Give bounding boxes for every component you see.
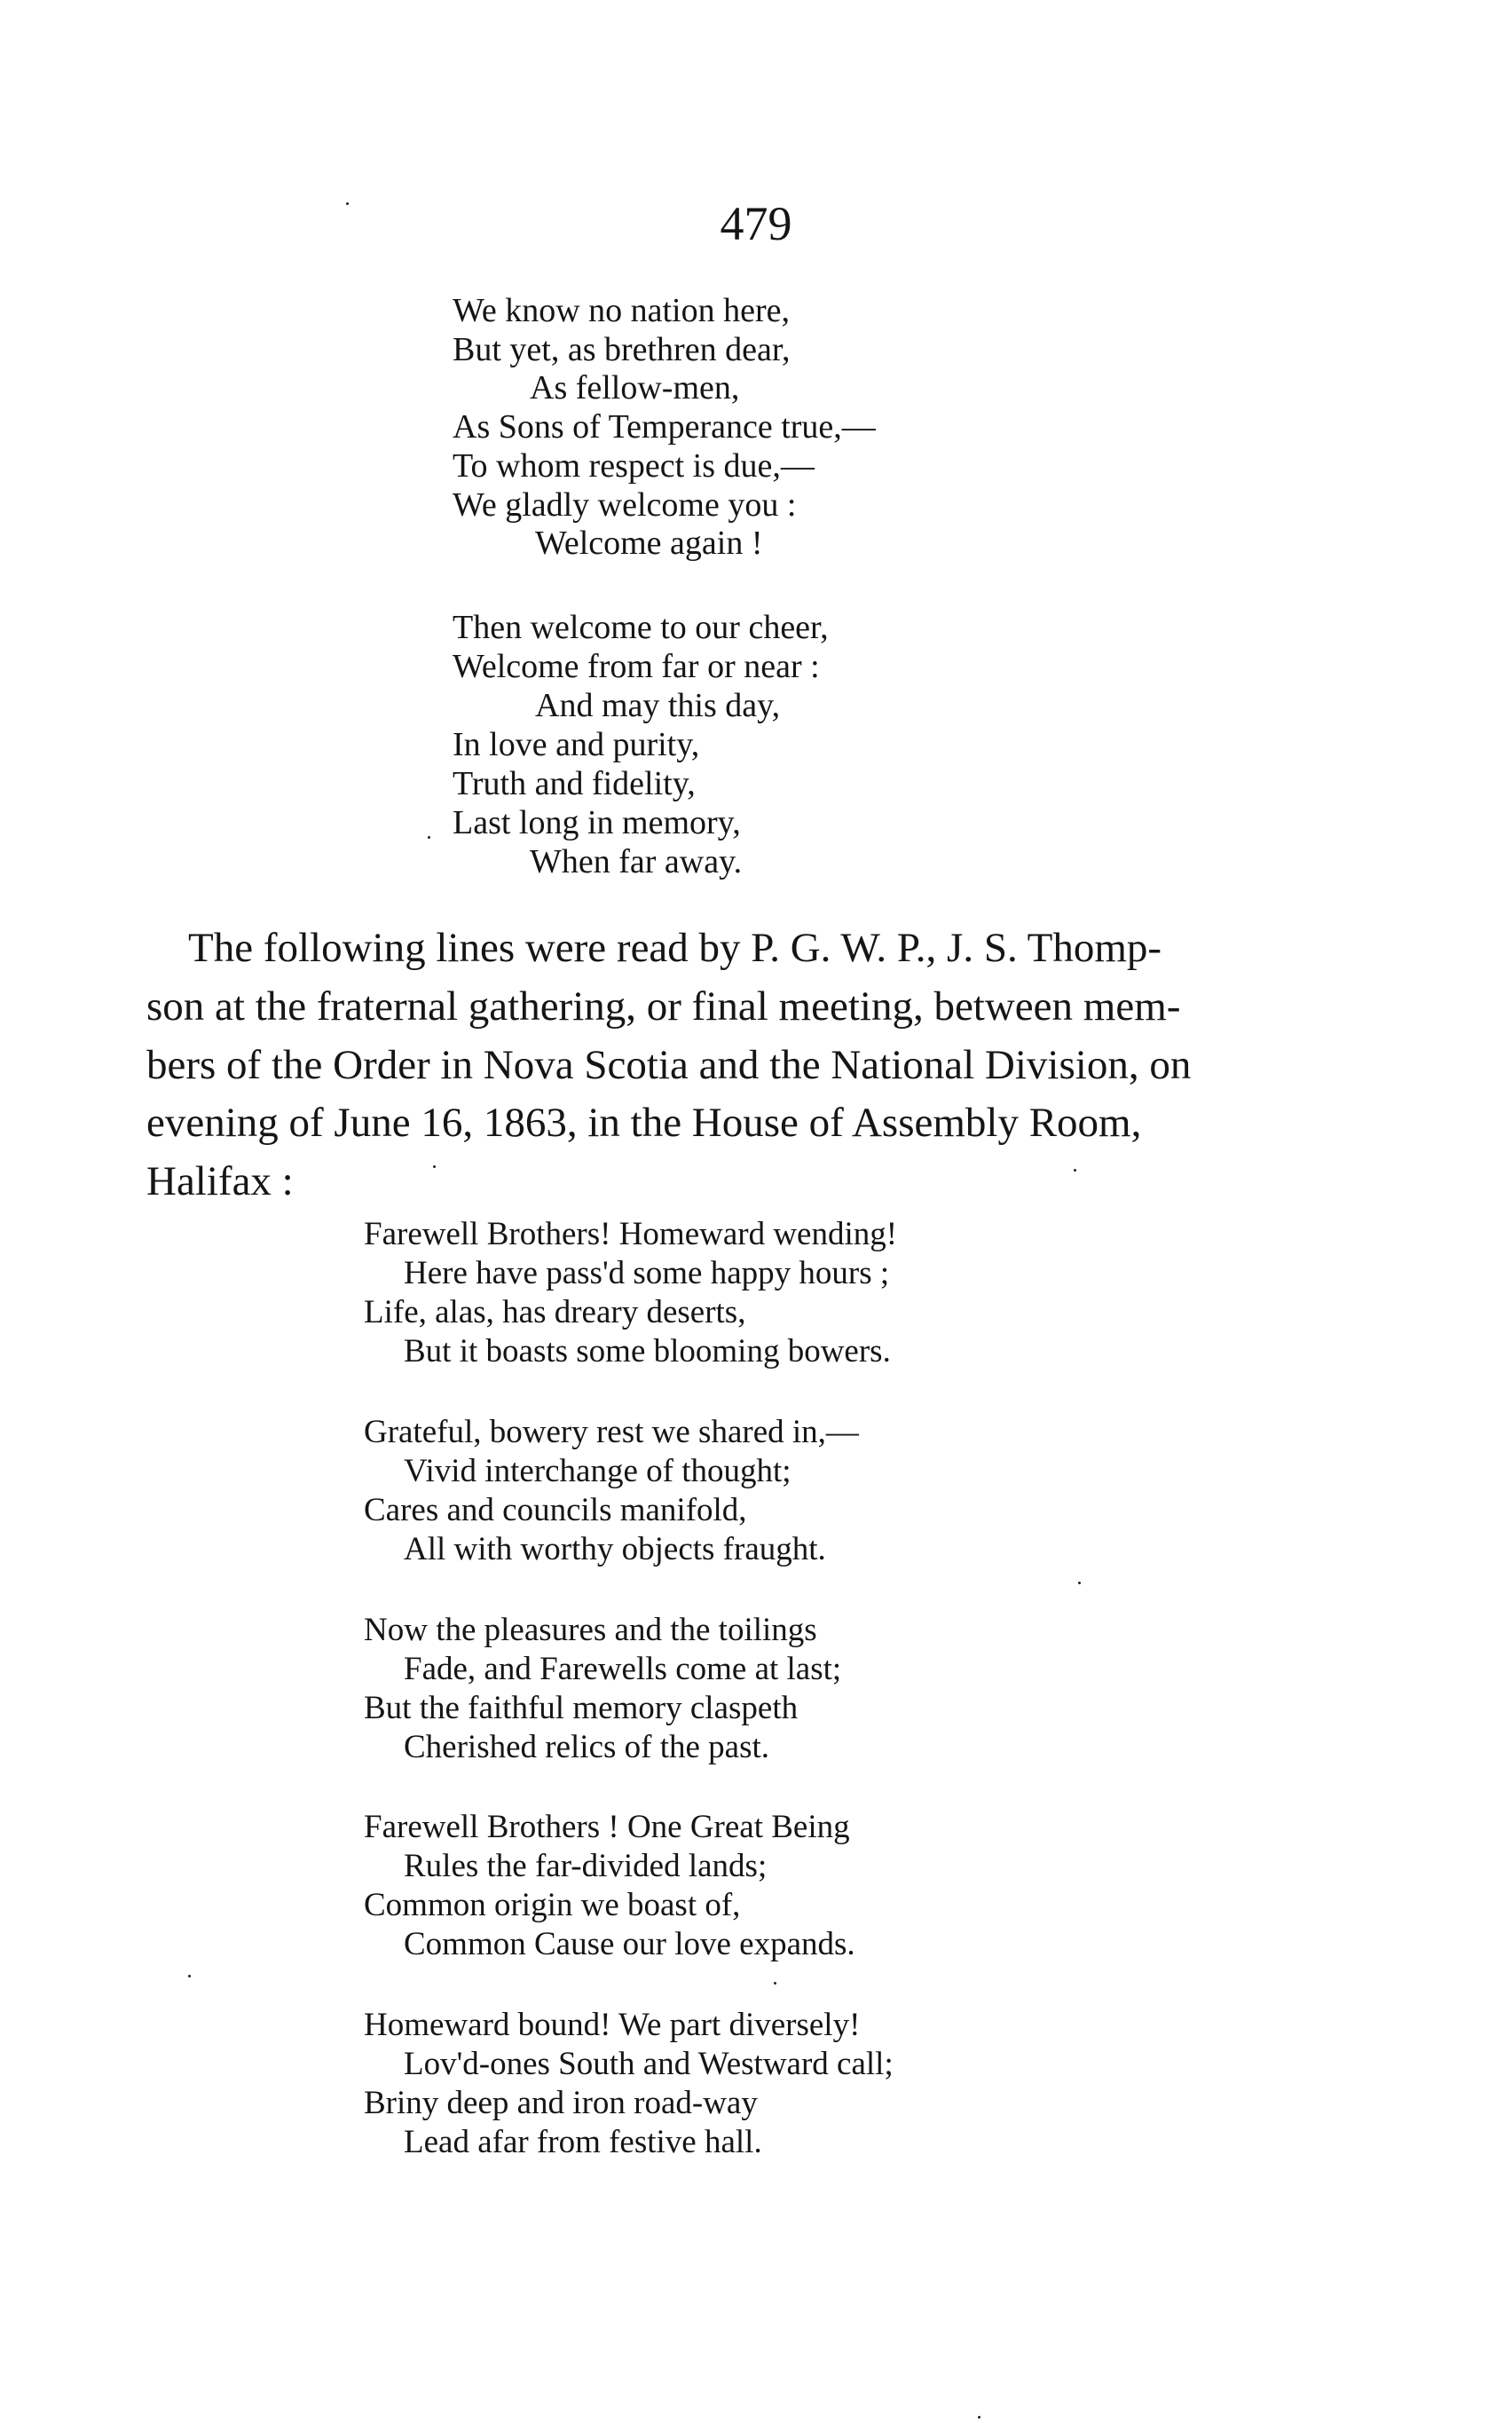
poem-line: Welcome again ! <box>535 525 763 562</box>
poem-line: When far away. <box>530 843 743 880</box>
scan-speck <box>188 1975 191 1977</box>
poem-line: Rules the far-divided lands; <box>404 1848 768 1884</box>
poem-line: Farewell Brothers ! One Great Being <box>364 1809 850 1845</box>
paragraph-line: Halifax : <box>146 1158 294 1204</box>
scan-speck <box>978 2416 980 2419</box>
poem-line: As fellow-men, <box>530 369 740 406</box>
poem-line: All with worthy objects fraught. <box>404 1531 826 1567</box>
scan-speck <box>428 836 430 839</box>
scan-speck <box>774 1982 776 1985</box>
poem-line: Truth and fidelity, <box>453 765 696 802</box>
poem-line: In love and purity, <box>453 726 700 763</box>
poem-line: Briny deep and iron road-way <box>364 2085 758 2121</box>
poem-line: Here have pass'd some happy hours ; <box>404 1255 890 1291</box>
scan-speck <box>1074 1169 1076 1172</box>
poem-line: Lead afar from festive hall. <box>404 2124 762 2160</box>
poem-line: Then welcome to our cheer, <box>453 609 829 646</box>
poem-line: Vivid interchange of thought; <box>404 1453 791 1489</box>
scan-speck <box>1078 1582 1081 1584</box>
paragraph-line: bers of the Order in Nova Scotia and the National Division, on <box>146 1042 1192 1088</box>
scan-speck <box>433 1165 436 1168</box>
poem-line: Common origin we boast of, <box>364 1887 741 1923</box>
poem-line: Homeward bound! We part diversely! <box>364 2007 861 2043</box>
poem-line: Welcome from far or near : <box>453 648 820 685</box>
poem-line: We gladly welcome you : <box>453 486 797 524</box>
page-number: 479 <box>720 197 792 250</box>
poem-line: To whom respect is due,— <box>453 447 815 485</box>
poem-line: Cherished relics of the past. <box>404 1729 770 1765</box>
poem-line: But yet, as brethren dear, <box>453 331 791 368</box>
poem-line: But it boasts some blooming bowers. <box>404 1333 891 1369</box>
poem-line: We know no nation here, <box>453 292 790 329</box>
paragraph-line: evening of June 16, 1863, in the House of Assembly Room, <box>146 1100 1142 1146</box>
poem-line: Common Cause our love expands. <box>404 1926 855 1962</box>
poem-line: Farewell Brothers! Homeward wending! <box>364 1216 898 1252</box>
poem-line: Cares and councils manifold, <box>364 1492 747 1528</box>
poem-line: As Sons of Temperance true,— <box>453 408 876 446</box>
poem-line: Fade, and Farewells come at last; <box>404 1651 842 1687</box>
poem-line: Life, alas, has dreary deserts, <box>364 1294 746 1330</box>
paragraph-line: The following lines were read by P. G. W. P., J. S. Thomp- <box>188 925 1162 971</box>
scan-speck <box>346 202 349 205</box>
poem-line: And may this day, <box>535 687 781 724</box>
poem-line: Lov'd-ones South and Westward call; <box>404 2046 894 2082</box>
poem-line: Grateful, bowery rest we shared in,— <box>364 1414 859 1450</box>
poem-line: Now the pleasures and the toilings <box>364 1612 817 1648</box>
poem-line: Last long in memory, <box>453 804 741 841</box>
poem-line: But the faithful memory claspeth <box>364 1690 799 1726</box>
paragraph-line: son at the fraternal gathering, or final meeting, between mem- <box>146 983 1181 1030</box>
